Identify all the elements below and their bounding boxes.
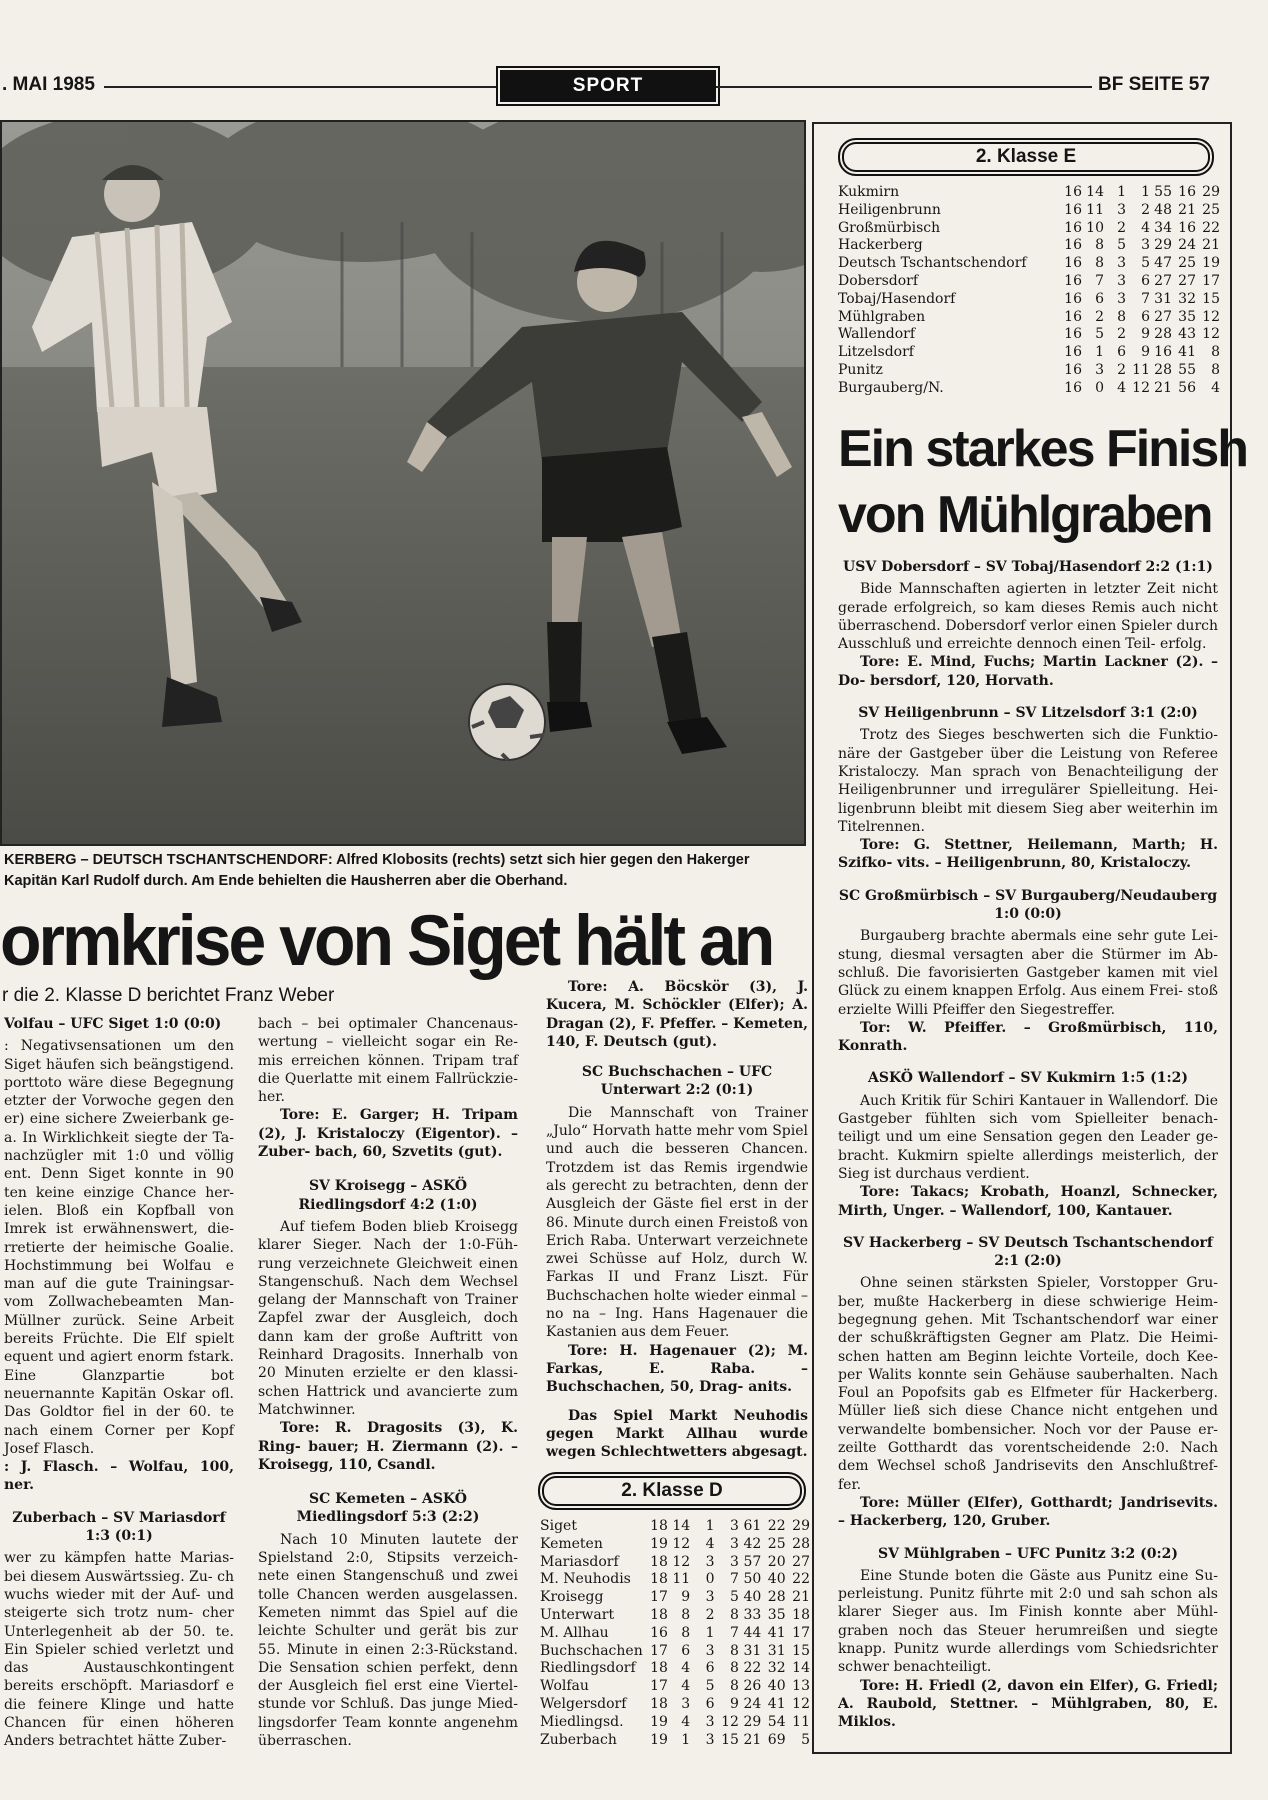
table-row [838, 184, 1220, 202]
team-name: Hackerberg [838, 237, 923, 254]
article-d-column-2 [258, 1015, 518, 1750]
stat-cell: 11 [1086, 201, 1104, 218]
stat-cell: 40 [767, 1678, 786, 1695]
stat-cell: 22 [1202, 219, 1220, 236]
stat-cell: 4 [1211, 379, 1220, 396]
table-row [838, 237, 1220, 255]
stat-cell: 54 [767, 1713, 786, 1730]
stat-cell: 40 [743, 1589, 762, 1606]
stat-cell: 4 [705, 1535, 715, 1552]
stat-cell: 16 [1064, 290, 1082, 307]
stat-cell: 19 [650, 1535, 668, 1552]
match-heading: SC Großmürbisch – SV Burgauberg/Neudauberg 1:0 (0:0) [838, 887, 1218, 923]
stat-cell: 61 [743, 1518, 762, 1534]
stat-cell: 28 [767, 1589, 786, 1606]
match-heading: SV Kroisegg – ASKÖ Riedlingsdorf 4:2 (1:0) [298, 1178, 478, 1213]
stat-cell: 2 [1117, 219, 1126, 236]
stat-cell: 12 [1202, 308, 1220, 325]
match-heading: Volfau – UFC Siget 1:0 (0:0) [4, 1016, 222, 1032]
match-heading: SV Hackerberg – SV Deutsch Tschantschendorf 2:1 (2:0) [843, 1234, 1213, 1270]
paragraph: Burgauberg brachte abermals eine sehr gute Lei- stung, diesmal versagten aber die Stürmer im Ab- schluß. Die favorisierten Gastgeber kamen mit viel Glück zu einem knappen Erfolg. Aus einem Frei- stoß erzielte Willi Pfeiffer den Siegestreffer. [838, 928, 1218, 1018]
stat-cell: 16 [1064, 201, 1082, 218]
stat-cell: 8 [681, 1606, 691, 1623]
stat-cell: 29 [792, 1518, 810, 1534]
stat-cell: 6 [681, 1642, 691, 1659]
stat-cell: 0 [1095, 379, 1104, 396]
stat-cell: 10 [1086, 219, 1104, 236]
stat-cell: 50 [743, 1571, 762, 1588]
stat-cell: 17 [792, 1624, 810, 1641]
team-name: Mariasdorf [540, 1553, 619, 1570]
paragraph: bach – bei optimaler Chancenaus- wertung – vielleicht sogar ein Re- mis erreichen können. Tripam traf die Querlatte mit einem Fallrückzie- her. [258, 1016, 518, 1106]
article-d-column-1 [4, 1015, 234, 1751]
stat-cell: 16 [1064, 237, 1082, 254]
stat-cell: 55 [1178, 361, 1196, 378]
paragraph: Das Spiel Markt Neuhodis gegen Markt Allhau wurde wegen Schlechtwetters abgesagt. [546, 1407, 808, 1461]
page-number: BF SEITE 57 [1098, 74, 1210, 95]
table-row [838, 273, 1220, 291]
table-row [838, 202, 1220, 220]
stat-cell: 8 [1211, 344, 1220, 361]
paragraph: Ohne seinen stärksten Spieler, Vorstopper Gru- ber, mußte Hackerberg in diese schwierige Heim- begegnung gehen. Mit Tschantschendorf war einer der schußkräftigsten Gegner am Platz. Die Heimi- schen hatten am Beginn leichte Vorteile, doch Kee- per Walits konnte sein Gehäuse sauberhalten. Nach Foul an Popofsits gab es Elfmeter für Hackerberg. Müller ließ sich diese Chance nicht entgehen und verwandelte bombensicher. Noch vor der Pause er- zeilte Gotthardt das vorentscheidende 2:0. Nach dem Wechsel schoß Jandrisevits den Anschlußtref- fer. [838, 1275, 1218, 1493]
stat-cell: 6 [1141, 308, 1150, 325]
stat-cell: 56 [1178, 379, 1196, 396]
stat-cell: 1 [705, 1624, 715, 1641]
stat-cell: 35 [767, 1606, 786, 1623]
team-name: Unterwart [540, 1606, 615, 1623]
stat-cell: 19 [650, 1731, 668, 1748]
stat-cell: 44 [743, 1624, 762, 1641]
stat-cell: 57 [743, 1553, 762, 1570]
stat-cell: 8 [1211, 361, 1220, 378]
stat-cell: 33 [743, 1606, 762, 1623]
team-name: Wallendorf [838, 326, 916, 343]
stat-cell: 25 [1202, 201, 1220, 218]
stat-cell: 14 [672, 1518, 691, 1534]
team-name: Kemeten [540, 1535, 603, 1552]
stat-cell: 3 [1141, 237, 1150, 254]
byline: r die 2. Klasse D berichtet Franz Weber [2, 985, 335, 1006]
team-name: Burgauberg/N. [838, 379, 944, 396]
stat-cell: 41 [1178, 344, 1196, 361]
stat-cell: 5 [1141, 255, 1150, 272]
stat-cell: 20 [767, 1553, 786, 1570]
paragraph: Die Mannschaft von Trainer „Julo“ Horvath hatte mehr vom Spiel und auch die besseren Chancen. Trotzdem ist das Remis irgendwie als gerecht zu betrachten, denn der Ausgleich der Gäste fiel erst in der 86. Minute durch einen Freistoß von Erich Raba. Unterwart verzeichnete zwei Schüsse auf Holz, durch W. Farkas II und Franz Liszt. Für Buchschachen holte wieder einmal – no na – Ing. Hans Hagenauer die Kastanien aus dem Feuer. [546, 1104, 809, 1341]
stat-cell: 16 [650, 1624, 668, 1641]
scorers: Tore: A. Böcskör (3), J. Kucera, M. Schöckler (Elfer); A. Dragan (2), F. Pfeffer. – Kemeten, 140, F. Deutsch (gut). [546, 979, 809, 1050]
stat-cell: 16 [1064, 255, 1082, 272]
stat-cell: 18 [650, 1553, 668, 1570]
stat-cell: 29 [1154, 237, 1172, 254]
paragraph: Auch Kritik für Schiri Kantauer in Wallendorf. Die Gastgeber fühlten sich vom Spielleiter benach- teiligt und um eine Sensation gegen den Leader ge- bracht. Kukmirn spielte allerdings meisterlich, der Sieg ist durchaus verdient. [838, 1092, 1218, 1182]
team-name: Tobaj/Hasendorf [838, 290, 956, 307]
stat-cell: 22 [792, 1571, 810, 1588]
table-d-title: 2. Klasse D [538, 1472, 806, 1510]
stat-cell: 9 [681, 1589, 691, 1606]
stat-cell: 6 [705, 1695, 715, 1712]
stat-cell: 18 [650, 1571, 668, 1588]
stat-cell: 17 [650, 1642, 668, 1659]
stat-cell: 55 [1154, 184, 1172, 200]
stat-cell: 18 [792, 1606, 810, 1623]
match-heading: ASKÖ Wallendorf – SV Kukmirn 1:5 (1:2) [868, 1070, 1188, 1087]
table-row [838, 309, 1220, 327]
team-name: Dobersdorf [838, 272, 919, 289]
stat-cell: 27 [1154, 308, 1172, 325]
paragraph: : Negativsensationen um den Siget häufen sich beängstigend. porttoto wäre diese Begegnung etzter der Vorwoche gegen den er) eine sichere Zweierbank ge- a. In Wirklichkeit siegte der Ta- nachzügler mit 1:0 und völlig ent. Denn Siget konnte in 90 ten keine einzige Chance her- ielen. Bloß ein Kopfball von Imrek ist erwähnenswert, die- rretierte der heimische Goalie. Hochstimmung bei Wolfau e man auf die gute Trainingsar- vom Zollwachebeamten Man- Müllner zurück. Seine Arbeit bereits Früchte. Die Elf spielt equent und agiert enorm fstark. Eine Glanzpartie bot neuernannte Kapitän Oskar ofl. Das Goldtor fiel in der 60. te nach einem Corner per Kopf Josef Flasch. [4, 1038, 234, 1457]
stat-cell: 7 [730, 1624, 739, 1641]
stat-cell: 7 [1141, 290, 1150, 307]
team-name: Mühlgraben [838, 308, 926, 325]
stat-cell: 24 [1178, 237, 1196, 254]
stat-cell: 18 [650, 1660, 668, 1677]
stat-cell: 3 [1117, 290, 1126, 307]
stat-cell: 2 [1141, 201, 1150, 218]
headline-line-2: von Mühlgraben [838, 486, 1212, 544]
stat-cell: 11 [792, 1713, 810, 1730]
scorers: Tore: H. Hagenauer (2); M. Farkas, E. Raba. – Buchschachen, 50, Drag- anits. [546, 1342, 808, 1396]
stat-cell: 6 [1117, 344, 1126, 361]
stat-cell: 4 [1117, 379, 1126, 396]
team-name: M. Allhau [540, 1624, 609, 1641]
match-heading: USV Dobersdorf – SV Tobaj/Hasendorf 2:2 (1:1) [843, 559, 1213, 575]
stat-cell: 0 [705, 1571, 715, 1588]
table-row [838, 344, 1220, 362]
scorers: : J. Flasch. – Wolfau, 100, ner. [4, 1459, 234, 1494]
stat-cell: 29 [743, 1713, 762, 1730]
stat-cell: 28 [1154, 326, 1172, 343]
headline-klasse-e [838, 416, 1247, 548]
stat-cell: 16 [1064, 184, 1082, 200]
photo-caption: KERBERG – DEUTSCH TSCHANTSCHENDORF: Alfred Klobosits (rechts) setzt sich hier gegen den Hakerger Kapitän Karl Rudolf durch. Am Ende behielten die Hausherren aber die Oberhand. [4, 852, 750, 889]
stat-cell: 16 [1064, 272, 1082, 289]
team-name: Punitz [838, 361, 883, 378]
stat-cell: 12 [721, 1713, 739, 1730]
section-label: SPORT [500, 70, 716, 102]
stat-cell: 21 [743, 1731, 762, 1748]
stat-cell: 14 [1086, 184, 1104, 200]
scorers: Tore: Takacs; Krobath, Hoanzl, Schnecker, Mirth, Unger. – Wallendorf, 100, Kantauer. [838, 1184, 1218, 1219]
stat-cell: 43 [1178, 326, 1196, 343]
stat-cell: 9 [730, 1695, 739, 1712]
stat-cell: 12 [792, 1695, 810, 1712]
stat-cell: 6 [1095, 290, 1104, 307]
table-row [838, 380, 1220, 398]
stat-cell: 3 [1117, 201, 1126, 218]
article-d-column-3 [546, 978, 808, 1461]
team-name: Buchschachen [540, 1642, 643, 1659]
stat-cell: 40 [767, 1571, 786, 1588]
stat-cell: 12 [1202, 326, 1220, 343]
team-name: Kroisegg [540, 1589, 604, 1606]
stat-cell: 3 [730, 1535, 739, 1552]
stat-cell: 3 [705, 1642, 715, 1659]
stat-cell: 1 [705, 1518, 715, 1534]
team-name: Großmürbisch [838, 219, 941, 236]
table-row [540, 1571, 810, 1589]
stat-cell: 24 [743, 1695, 762, 1712]
table-row [838, 326, 1220, 344]
stat-cell: 1 [1095, 344, 1104, 361]
stat-cell: 22 [743, 1660, 762, 1677]
stat-cell: 15 [792, 1642, 810, 1659]
headline-klasse-d: ormkrise von Siget hält an [0, 901, 773, 981]
table-row [838, 255, 1220, 273]
stat-cell: 21 [1202, 237, 1220, 254]
header-rule-left [104, 86, 500, 88]
scorers: Tor: W. Pfeiffer. – Großmürbisch, 110, Konrath. [838, 1019, 1218, 1055]
stat-cell: 27 [1154, 272, 1172, 289]
stat-cell: 3 [1117, 272, 1126, 289]
stat-cell: 5 [1095, 326, 1104, 343]
stat-cell: 3 [1095, 361, 1104, 378]
stat-cell: 2 [1117, 326, 1126, 343]
stat-cell: 15 [1202, 290, 1220, 307]
stat-cell: 31 [1154, 290, 1172, 307]
stat-cell: 2 [705, 1606, 715, 1623]
stat-cell: 9 [1141, 344, 1150, 361]
stat-cell: 3 [705, 1553, 715, 1570]
stat-cell: 8 [730, 1660, 739, 1677]
stat-cell: 17 [650, 1678, 668, 1695]
stat-cell: 11 [672, 1571, 691, 1588]
team-name: Deutsch Tschantschendorf [838, 255, 1027, 272]
team-name: Miedlingsd. [540, 1713, 624, 1730]
scorers: Tore: G. Stettner, Heilemann, Marth; H. Szifko- vits. – Heiligenbrunn, 80, Kristaloczy. [838, 837, 1218, 872]
stat-cell: 6 [1141, 272, 1150, 289]
stat-cell: 3 [705, 1589, 715, 1606]
scorers: Tore: Müller (Elfer), Gotthardt; Jandrisevits. – Hackerberg, 120, Gruber. [838, 1494, 1218, 1530]
stat-cell: 14 [792, 1660, 810, 1677]
stat-cell: 16 [1064, 308, 1082, 325]
team-name: M. Neuhodis [540, 1571, 631, 1588]
team-name: Heiligenbrunn [838, 201, 941, 218]
stat-cell: 8 [681, 1624, 691, 1641]
scorers: Tore: H. Friedl (2, davon ein Elfer), G. Friedl; A. Raubold, Stettner. – Mühlgraben, 80, E. Miklos. [838, 1677, 1218, 1731]
table-row [540, 1678, 810, 1696]
stat-cell: 27 [1178, 272, 1196, 289]
stat-cell: 21 [792, 1589, 810, 1606]
team-name: Riedlingsdorf [540, 1660, 636, 1677]
stat-cell: 31 [767, 1642, 786, 1659]
stat-cell: 8 [1095, 255, 1104, 272]
match-heading: SV Heiligenbrunn – SV Litzelsdorf 3:1 (2:0) [858, 705, 1198, 722]
stat-cell: 5 [1117, 237, 1126, 254]
match-heading: SV Mühlgraben – UFC Punitz 3:2 (0:2) [878, 1545, 1178, 1562]
stat-cell: 16 [1178, 219, 1196, 236]
stat-cell: 22 [767, 1518, 786, 1534]
stat-cell: 1 [1117, 184, 1126, 200]
stat-cell: 32 [767, 1660, 786, 1677]
table-row [540, 1554, 810, 1572]
stat-cell: 2 [1117, 361, 1126, 378]
stat-cell: 8 [730, 1606, 739, 1623]
stat-cell: 13 [792, 1678, 810, 1695]
table-row [540, 1714, 810, 1732]
stat-cell: 16 [1178, 184, 1196, 200]
stat-cell: 9 [1141, 326, 1150, 343]
stat-cell: 48 [1154, 201, 1172, 218]
table-row [540, 1607, 810, 1625]
paragraph: wer zu kämpfen hatte Marias- bei diesem Auswärtssieg. Zu- ch wuchs wieder mit der Auf- und steigerte sich trotz num- cher Unterlegenheit ab der 50. te. Ein Spieler schied verletzt und das Austauschkontingent bereits erschöpft. Mariasdorf e die feinere Klinge und hatte Chancen für einen höheren Anders betrachtet hätte Zuber- [4, 1550, 234, 1750]
stat-cell: 29 [1202, 184, 1220, 200]
stat-cell: 17 [650, 1589, 668, 1606]
stat-cell: 27 [792, 1553, 810, 1570]
table-row [838, 220, 1220, 238]
scorers: Tore: R. Dragosits (3), K. Ring- bauer; H. Ziermann (2). – Kroisegg, 110, Csandl. [258, 1420, 518, 1473]
stat-cell: 28 [1154, 361, 1172, 378]
stat-cell: 16 [1064, 326, 1082, 343]
stat-cell: 16 [1064, 219, 1082, 236]
team-name: Litzelsdorf [838, 344, 914, 361]
standings-table-klasse-d [540, 1518, 810, 1749]
stat-cell: 8 [1095, 237, 1104, 254]
stat-cell: 11 [1132, 361, 1150, 378]
stat-cell: 5 [801, 1731, 810, 1748]
stat-cell: 32 [1178, 290, 1196, 307]
match-heading: Zuberbach – SV Mariasdorf 1:3 (0:1) [12, 1509, 226, 1545]
stat-cell: 17 [1202, 272, 1220, 289]
team-name: Kukmirn [838, 184, 900, 200]
stat-cell: 12 [1132, 379, 1150, 396]
stat-cell: 4 [681, 1660, 691, 1677]
stat-cell: 18 [650, 1695, 668, 1712]
team-name: Siget [540, 1518, 577, 1534]
stat-cell: 6 [705, 1660, 715, 1677]
stat-cell: 34 [1154, 219, 1172, 236]
table-row [540, 1643, 810, 1661]
stat-cell: 18 [650, 1606, 668, 1623]
stat-cell: 28 [792, 1535, 810, 1552]
stat-cell: 16 [1064, 344, 1082, 361]
standings-table-klasse-e [838, 184, 1220, 398]
paragraph: Bide Mannschaften agierten in letzter Zeit nicht gerade erfolgreich, so kam dieses Remis auch nicht überraschend. Dobersdorf verlor einen Spieler durch Ausschluß und erreichte dennoch einen Teil- erfolg. [838, 581, 1218, 653]
table-row [540, 1732, 810, 1750]
paragraph: Eine Stunde boten die Gäste aus Punitz eine Su- perleistung. Punitz führte mit 2:0 und sah schon als klarer Sieger aus. Im Finish konnte aber Mühl- graben noch das Steuer herumreißen und siegte knapp. Punitz wurde allerdings vom Schiedsrichter schwer benachteiligt. [838, 1567, 1218, 1676]
stat-cell: 7 [1095, 272, 1104, 289]
stat-cell: 3 [705, 1713, 715, 1730]
stat-cell: 3 [730, 1553, 739, 1570]
table-row [540, 1660, 810, 1678]
paragraph: Auf tiefem Boden blieb Kroisegg klarer Sieger. Nach der 1:0-Füh- rung verzeichnete Gleichweit einen Stangenschuß. Nach dem Wechsel gelang der Mannschaft von Trainer Zapfel zwar der Ausgleich, doch dann kam der große Auftritt von Reinhard Dragosits. Innerhalb von 20 Minuten erzielte er den klassi- schen Hattrick und avancierte zum Matchwinner. [258, 1218, 518, 1418]
stat-cell: 8 [730, 1642, 739, 1659]
stat-cell: 15 [721, 1731, 739, 1748]
stat-cell: 16 [1064, 379, 1082, 396]
stat-cell: 5 [730, 1589, 739, 1606]
table-row [540, 1536, 810, 1554]
stat-cell: 1 [681, 1731, 691, 1748]
scorers: Tore: E. Mind, Fuchs; Martin Lackner (2). – Do- bersdorf, 120, Horvath. [838, 654, 1218, 689]
stat-cell: 4 [1141, 219, 1150, 236]
stat-cell: 31 [743, 1642, 762, 1659]
match-heading: SC Kemeten – ASKÖ Miedlingsdorf 5:3 (2:2) [296, 1491, 480, 1526]
stat-cell: 25 [1178, 255, 1196, 272]
stat-cell: 16 [1154, 344, 1172, 361]
stat-cell: 35 [1178, 308, 1196, 325]
team-name: Zuberbach [540, 1731, 617, 1748]
stat-cell: 12 [672, 1553, 691, 1570]
table-row [838, 291, 1220, 309]
header-date: . MAI 1985 [2, 74, 95, 95]
stat-cell: 8 [730, 1678, 739, 1695]
stat-cell: 12 [672, 1535, 691, 1552]
stat-cell: 25 [767, 1535, 786, 1552]
headline-line-1: Ein starkes Finish [838, 420, 1248, 478]
football-players-image [2, 122, 806, 846]
stat-cell: 4 [681, 1678, 691, 1695]
table-row [838, 362, 1220, 380]
stat-cell: 18 [650, 1518, 668, 1534]
stat-cell: 7 [730, 1571, 739, 1588]
table-row [540, 1696, 810, 1714]
stat-cell: 16 [1064, 361, 1082, 378]
table-e-title: 2. Klasse E [838, 138, 1214, 176]
paragraph: Trotz des Sieges beschwerten sich die Funktio- näre der Gastgeber über die Leistung von Referee Kristaloczy. Man sprach von Benachteiligung der Heiligenbrunner und irregulärer Spielleitung. Hei- ligenbrunn bleibt mit diesem Sieg aber weiterhin im Titelrennen. [838, 727, 1218, 835]
match-heading: SC Buchschachen – UFC Unterwart 2:2 (0:1) [581, 1064, 773, 1099]
stat-cell: 2 [1095, 308, 1104, 325]
stat-cell: 3 [1117, 255, 1126, 272]
stat-cell: 21 [1178, 201, 1196, 218]
team-name: Wolfau [540, 1678, 589, 1695]
table-row [540, 1625, 810, 1643]
stat-cell: 21 [1154, 379, 1172, 396]
stat-cell: 3 [681, 1695, 691, 1712]
article-e-body [838, 558, 1218, 1732]
stat-cell: 5 [705, 1678, 715, 1695]
stat-cell: 19 [650, 1713, 668, 1730]
stat-cell: 19 [1202, 255, 1220, 272]
paragraph: Nach 10 Minuten lautete der Spielstand 2:0, Stipsits verzeich- nete einen Stangenschuß und zwei tolle Chancen werden ausgelassen. Kemeten nimmt das Spiel auf die leichte Schulter und gerät bis zur 55. Minute in einen 2:3-Rückstand. Die Sensation schien perfekt, denn der Ausgleich fiel erst eine Viertel- stunde vor Schluß. Das junge Mied- lingsdorfer Team konnte angenehm überraschen. [258, 1531, 518, 1749]
stat-cell: 1 [1141, 184, 1150, 200]
match-photo [0, 120, 806, 846]
stat-cell: 41 [767, 1624, 786, 1641]
stat-cell: 3 [730, 1518, 739, 1534]
stat-cell: 8 [1117, 308, 1126, 325]
scorers: Tore: E. Garger; H. Tripam (2), J. Kristaloczy (Eigentor). – Zuber- bach, 60, Szvetits (gut). [258, 1107, 518, 1161]
stat-cell: 69 [767, 1731, 786, 1748]
header-rule-right [716, 86, 1092, 88]
team-name: Welgersdorf [540, 1695, 627, 1712]
stat-cell: 41 [767, 1695, 786, 1712]
stat-cell: 3 [705, 1731, 715, 1748]
table-row [540, 1518, 810, 1536]
stat-cell: 42 [743, 1535, 762, 1552]
stat-cell: 47 [1154, 255, 1172, 272]
table-row [540, 1589, 810, 1607]
stat-cell: 26 [743, 1678, 762, 1695]
stat-cell: 4 [681, 1713, 691, 1730]
